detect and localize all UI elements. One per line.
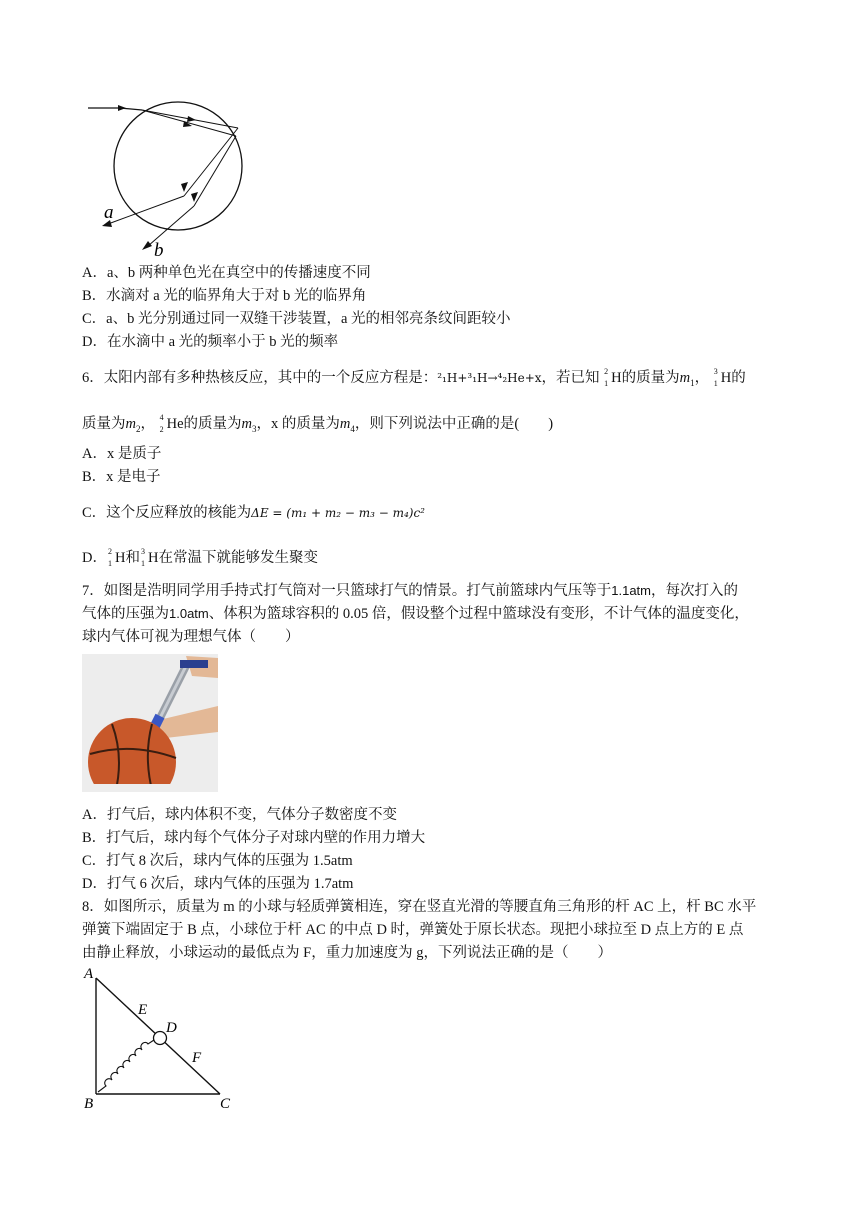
he-symbol: He (166, 416, 184, 432)
q6-stem-line2: 质量为$m_2$， 4 2 He的质量为$m_3$，x 的质量为$m_4$，则下列说法中正确的是( ) (82, 413, 554, 434)
q8-stem-line1: 8．如图所示，质量为 m 的小球与轻质弹簧相连，穿在竖直光滑的等腰直角三角形的杆 AC 上，杆 BC 水平 (82, 899, 757, 915)
point-E: E (138, 1002, 148, 1018)
label-b: b (154, 240, 164, 261)
q5-option-b: B．水滴对 a 光的临界角大于对 b 光的临界角 (82, 288, 367, 304)
q7-stem-line1: 7．如图是浩明同学用手持式打气筒对一只篮球打气的情景。打气前篮球内气压等于1.1atm，每次打入的 (82, 583, 738, 599)
q5-option-d: D．在水滴中 a 光的频率小于 b 光的频率 (82, 334, 339, 350)
droplet-figure (84, 96, 264, 266)
q7-stem-line3: 球内气体可视为理想气体（ ） (82, 629, 300, 645)
point-B: B (84, 1096, 94, 1112)
q5-option-c: C．a、b 光分别通过同一双缝干涉装置，a 光的相邻亮条纹间距较小 (82, 311, 511, 327)
q6-option-a: A．x 是质子 (82, 446, 162, 462)
q6-stem-line1: 6．太阳内部有多种热核反应，其中的一个反应方程是：²₁H+³₁H→⁴₂He+x，若已知 2 1 H的质量为$m_1$， 3 1 H的 (82, 367, 746, 388)
q6-equation: ²₁H+³₁H→⁴₂He+x (437, 371, 542, 385)
q5-option-a: A．a、b 两种单色光在真空中的传播速度不同 (82, 265, 371, 281)
energy-formula: ΔE = (m₁ + m₂ − m₃ − m₄)c² (251, 506, 425, 520)
point-A: A (84, 966, 94, 982)
q7-option-b: B．打气后，球内每个气体分子对球内壁的作用力增大 (82, 830, 426, 846)
q8-stem-line2: 弹簧下端固定于 B 点，小球位于杆 AC 的中点 D 时，弹簧处于原长状态。现把小球拉至 D 点上方的 E 点 (82, 922, 744, 938)
point-C: C (220, 1096, 231, 1112)
q6-option-c: C．这个反应释放的核能为ΔE = (m₁ + m₂ − m₃ − m₄)c² (82, 505, 425, 521)
q8-stem-line3: 由静止释放，小球运动的最低点为 F，重力加速度为 g，下列说法正确的是（ ） (82, 945, 613, 961)
label-a: a (104, 202, 114, 223)
point-D: D (166, 1020, 177, 1036)
q7-option-c: C．打气 8 次后，球内气体的压强为 1.5atm (82, 853, 353, 869)
basketball-pump-photo (82, 654, 218, 792)
h3-symbol: H (720, 370, 732, 386)
q7-option-a: A．打气后，球内体积不变，气体分子数密度不变 (82, 807, 397, 823)
q6-option-b: B．x 是电子 (82, 469, 161, 485)
triangle-spring-figure (80, 964, 240, 1114)
q7-option-d: D．打气 6 次后，球内气体的压强为 1.7atm (82, 876, 354, 892)
h2-symbol: H (611, 370, 622, 386)
point-F: F (192, 1050, 202, 1066)
q7-stem-line2: 气体的压强为1.0atm、体积为篮球容积的 0.05 倍，假设整个过程中篮球没有变形，不计气体的温度变化， (82, 606, 749, 622)
q6-option-d: D． 2 1 H和 3 1 H在常温下就能够发生聚变 (82, 547, 318, 568)
